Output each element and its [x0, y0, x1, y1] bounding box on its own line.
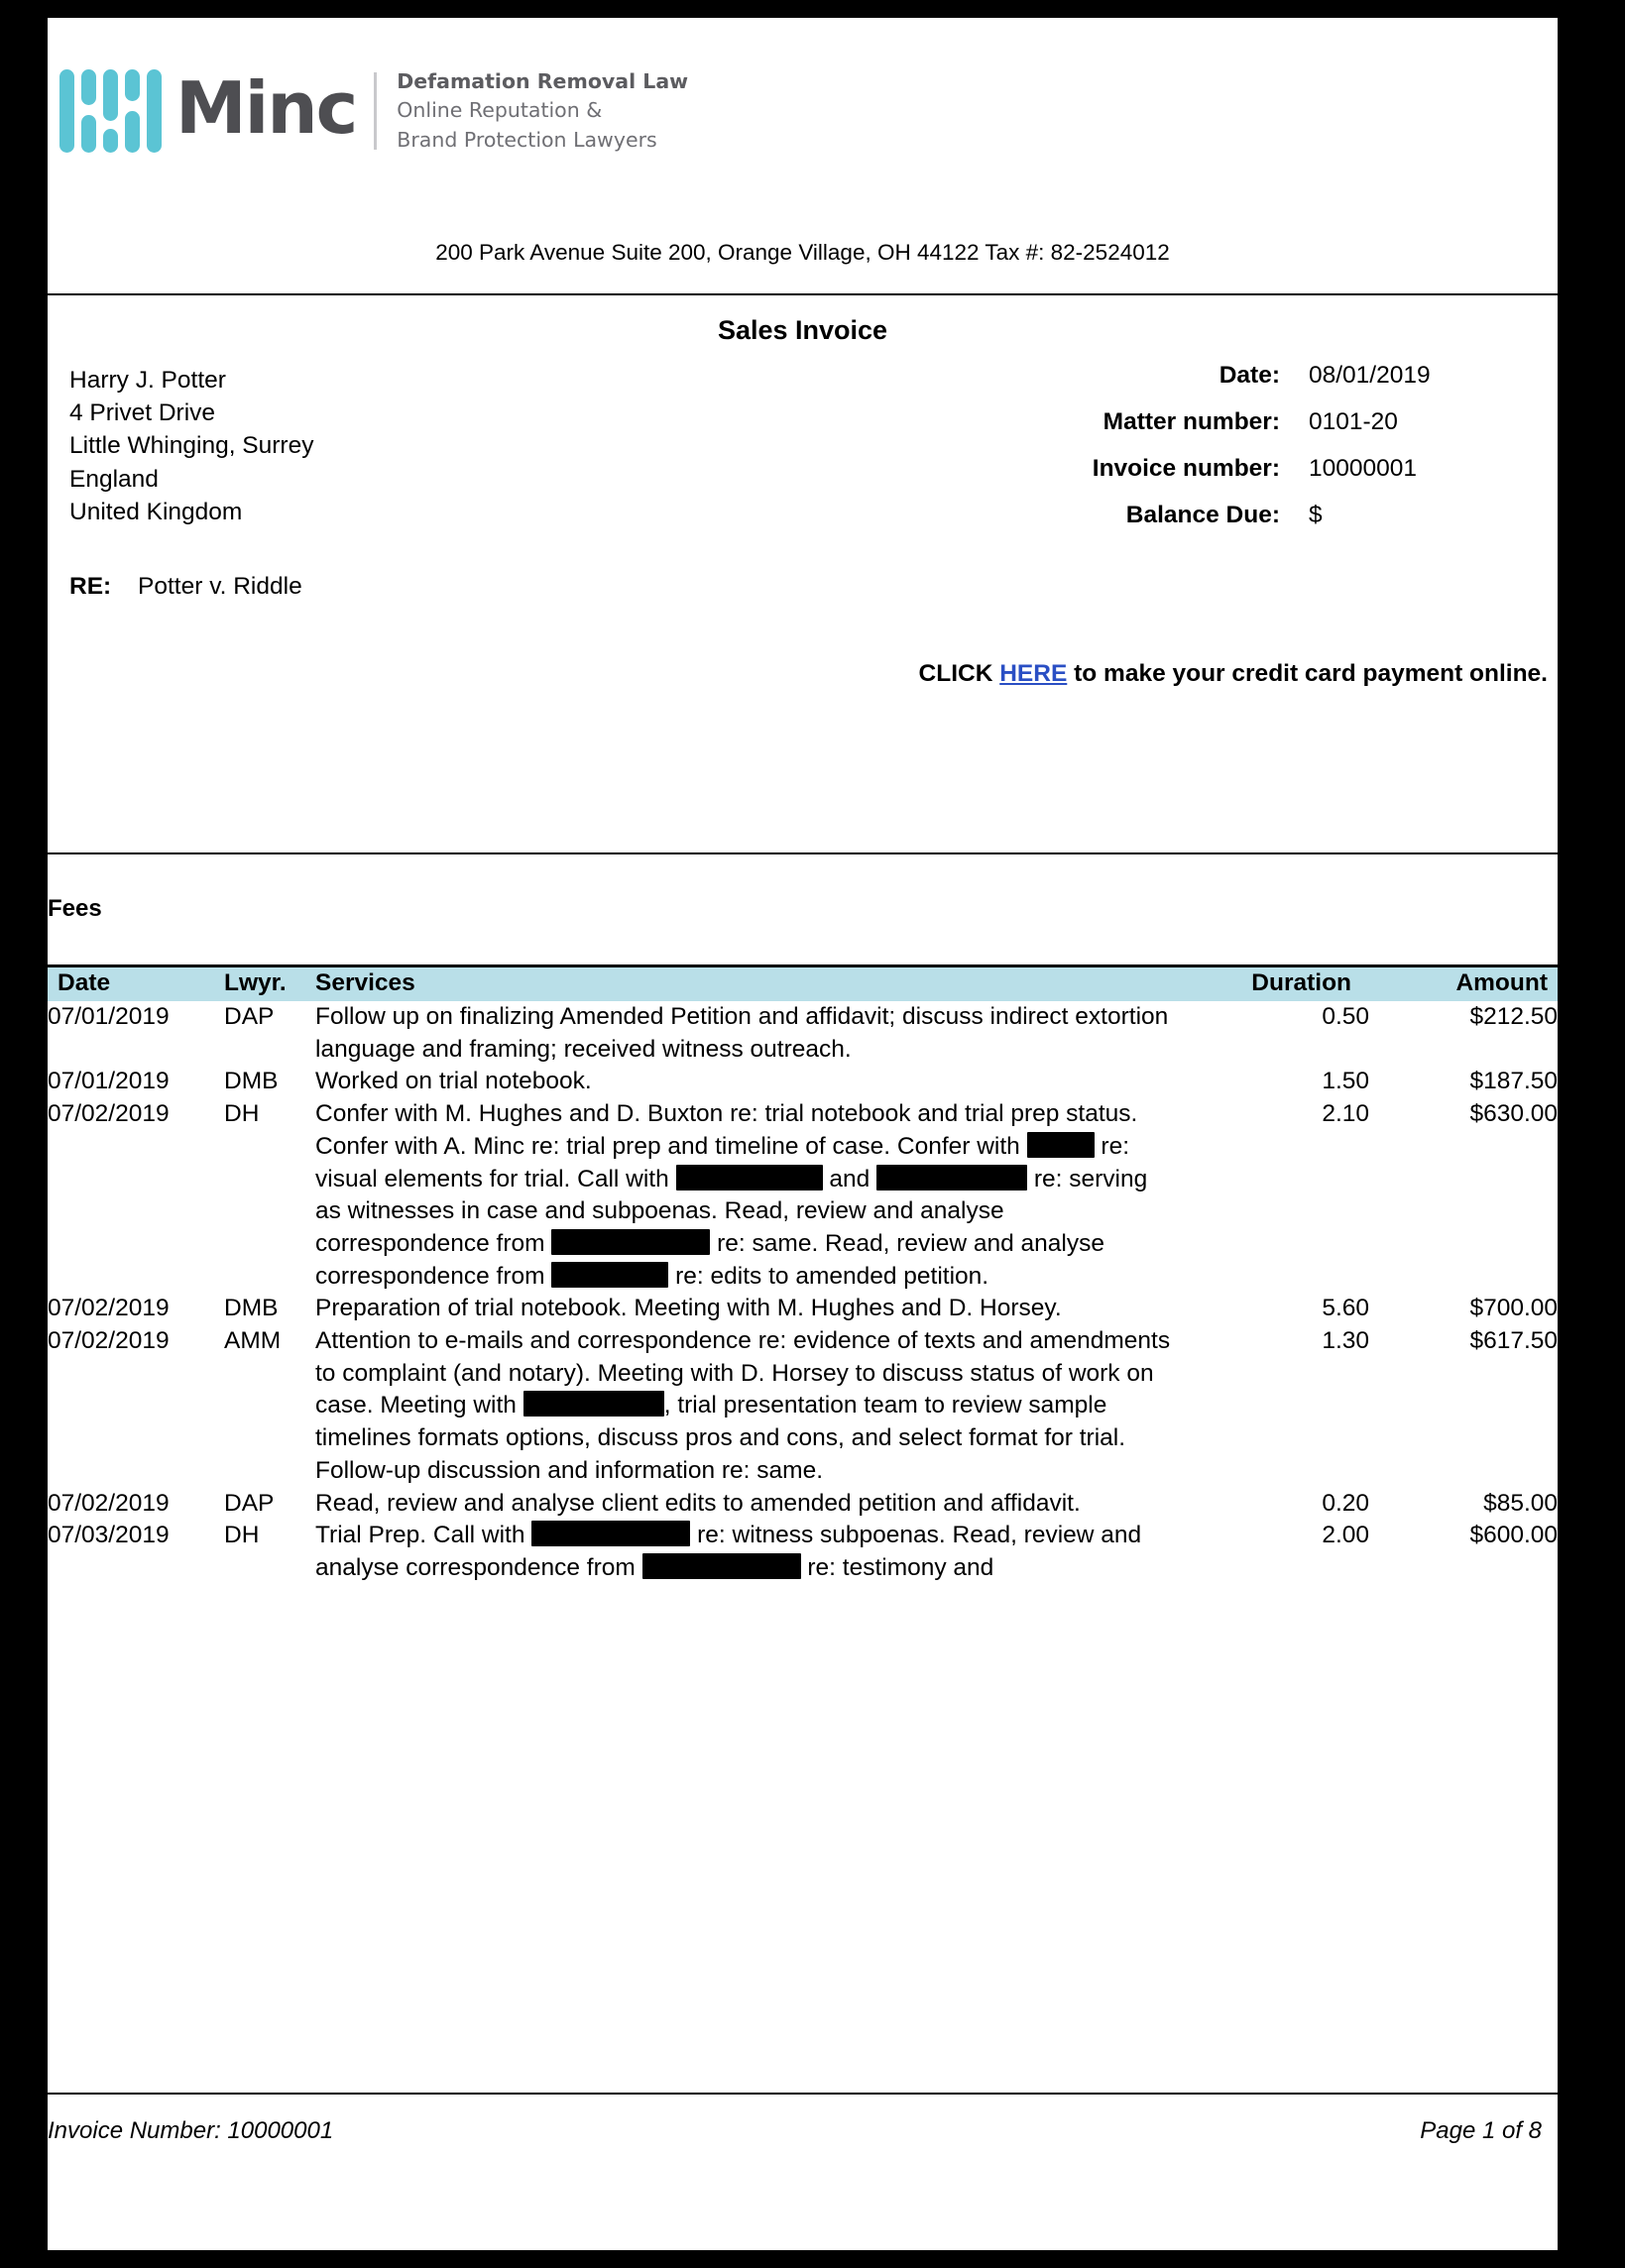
tagline-line-2: Online Reputation & — [397, 98, 603, 123]
matter-number-label: Matter number: — [1103, 408, 1280, 435]
redaction-block — [551, 1229, 710, 1255]
redaction-block — [551, 1262, 668, 1288]
meta-row-matter — [685, 408, 1558, 436]
cell-lawyer: AMM — [224, 1327, 282, 1355]
redaction-block — [642, 1553, 801, 1579]
cell-lawyer: DMB — [224, 1068, 279, 1095]
cell-duration: 0.50 — [1322, 1003, 1369, 1030]
table-row — [48, 1066, 1558, 1098]
payment-here-link[interactable]: HERE — [999, 660, 1068, 687]
meta-row-date — [685, 362, 1558, 390]
meta-row-invoice — [685, 455, 1558, 483]
cell-amount: $700.00 — [1469, 1295, 1558, 1322]
cell-duration: 2.00 — [1322, 1522, 1369, 1549]
footer-invoice-number: Invoice Number: 10000001 — [48, 2117, 334, 2144]
invoice-number-value: 10000001 — [1309, 455, 1418, 482]
cell-services: Follow up on finalizing Amended Petition and affidavit; discuss indirect extortion language and framing; received witness outreach. — [315, 1003, 1169, 1063]
cell-amount: $187.50 — [1469, 1068, 1558, 1095]
cell-lawyer: DMB — [224, 1295, 279, 1322]
cell-amount: $212.50 — [1469, 1003, 1558, 1030]
cell-amount: $630.00 — [1469, 1100, 1558, 1128]
cell-duration: 0.20 — [1322, 1489, 1369, 1517]
table-row — [48, 1293, 1558, 1325]
fees-table — [48, 964, 1558, 1585]
bill-to-block — [69, 364, 313, 528]
col-header-amount: Amount — [1369, 966, 1558, 1002]
cell-date: 07/02/2019 — [48, 1489, 170, 1517]
page-footer — [48, 2117, 1558, 2145]
cell-lawyer: DH — [224, 1522, 260, 1549]
redaction-block — [531, 1521, 690, 1546]
cell-services: Worked on trial notebook. — [315, 1068, 592, 1095]
cell-services: Confer with M. Hughes and D. Buxton re: trial notebook and trial prep status. Confer with A. Minc re: trial prep and timeline of case. Confer with re: visual elements for trial. Call with and re: serving as witnesses in case and subpoenas. Read, review and analyse correspondence from re: same. Read, review and analyse correspondence from re: edits to amended petition. — [315, 1100, 1148, 1290]
header-divider — [48, 293, 1558, 295]
bill-to-name: Harry J. Potter — [69, 367, 226, 394]
brand-tagline — [397, 67, 688, 154]
balance-due-value: $ — [1309, 502, 1323, 528]
table-row — [48, 1325, 1558, 1488]
tagline-line-1: Defamation Removal Law — [397, 69, 689, 94]
invoice-number-label: Invoice number: — [1092, 455, 1280, 482]
bill-to-region: England — [69, 465, 159, 493]
cell-amount: $600.00 — [1469, 1522, 1558, 1549]
cell-date: 07/03/2019 — [48, 1522, 170, 1549]
cell-duration: 1.50 — [1322, 1068, 1369, 1095]
table-row — [48, 1098, 1558, 1293]
cell-services: Trial Prep. Call with re: witness subpoenas. Read, review and analyse correspondence from re: testimony and — [315, 1522, 1142, 1581]
date-label: Date: — [1219, 362, 1280, 389]
cell-lawyer: DH — [224, 1100, 260, 1128]
re-value: Potter v. Riddle — [138, 573, 302, 600]
col-header-services: Services — [315, 966, 1173, 1002]
date-value: 08/01/2019 — [1309, 362, 1431, 389]
bill-to-country: United Kingdom — [69, 498, 243, 525]
table-row — [48, 1488, 1558, 1521]
section-divider — [48, 852, 1558, 854]
cell-date: 07/02/2019 — [48, 1327, 170, 1355]
letterhead — [59, 59, 688, 163]
redaction-block — [523, 1391, 664, 1417]
matter-re-row — [69, 573, 302, 601]
cell-lawyer: DAP — [224, 1489, 275, 1517]
matter-number-value: 0101-20 — [1309, 408, 1398, 435]
page-title: Sales Invoice — [717, 315, 888, 345]
cell-services: Preparation of trial notebook. Meeting with M. Hughes and D. Horsey. — [315, 1295, 1062, 1322]
fees-table-header-row — [48, 966, 1558, 1002]
cell-amount: $85.00 — [1483, 1489, 1558, 1517]
invoice-page — [48, 18, 1558, 2250]
cell-lawyer: DAP — [224, 1003, 275, 1030]
cell-date: 07/01/2019 — [48, 1068, 170, 1095]
bill-to-street: 4 Privet Drive — [69, 399, 216, 427]
redaction-block — [676, 1165, 823, 1191]
invoice-meta — [685, 362, 1558, 548]
footer-divider — [48, 2093, 1558, 2095]
cell-date: 07/01/2019 — [48, 1003, 170, 1030]
fees-section-title: Fees — [48, 895, 102, 922]
cell-date: 07/02/2019 — [48, 1100, 170, 1128]
redaction-block — [876, 1165, 1027, 1191]
col-header-lwyr: Lwyr. — [224, 966, 315, 1002]
table-row — [48, 1001, 1558, 1066]
table-row — [48, 1520, 1558, 1584]
redaction-block — [1027, 1132, 1095, 1158]
cell-duration: 5.60 — [1322, 1295, 1369, 1322]
firm-address: 200 Park Avenue Suite 200, Orange Village, OH 44122 Tax #: 82-2524012 — [435, 240, 1170, 265]
balance-due-label: Balance Due: — [1125, 502, 1280, 528]
cell-date: 07/02/2019 — [48, 1295, 170, 1322]
payment-suffix: to make your credit card payment online. — [1067, 660, 1548, 687]
cell-amount: $617.50 — [1469, 1327, 1558, 1355]
cell-services: Attention to e-mails and correspondence re: evidence of texts and amendments to complaint (and notary). Meeting with D. Horsey to discuss status of work on case. Meeting with , trial presentation team to review sample timelines formats options, discuss pros and cons, and select format for trial. Follow-up discussion and information re: same. — [315, 1327, 1171, 1484]
bill-to-city: Little Whinging, Surrey — [69, 432, 314, 460]
fees-table-wrapper — [48, 964, 1558, 1585]
col-header-duration: Duration — [1173, 966, 1369, 1002]
col-header-date: Date — [48, 966, 224, 1002]
meta-row-balance — [685, 502, 1558, 529]
cell-duration: 1.30 — [1322, 1327, 1369, 1355]
minc-logo-icon — [59, 69, 162, 153]
re-label: RE: — [69, 573, 112, 600]
payment-link-line — [919, 660, 1548, 688]
brand-wordmark: Minc — [175, 66, 357, 150]
fees-table-body — [48, 1001, 1558, 1585]
cell-duration: 2.10 — [1322, 1100, 1369, 1128]
cell-services: Read, review and analyse client edits to amended petition and affidavit. — [315, 1489, 1081, 1517]
payment-prefix: CLICK — [918, 660, 1000, 687]
logo-divider — [374, 72, 377, 150]
tagline-line-3: Brand Protection Lawyers — [397, 127, 657, 152]
footer-page-number: Page 1 of 8 — [1420, 2117, 1542, 2144]
